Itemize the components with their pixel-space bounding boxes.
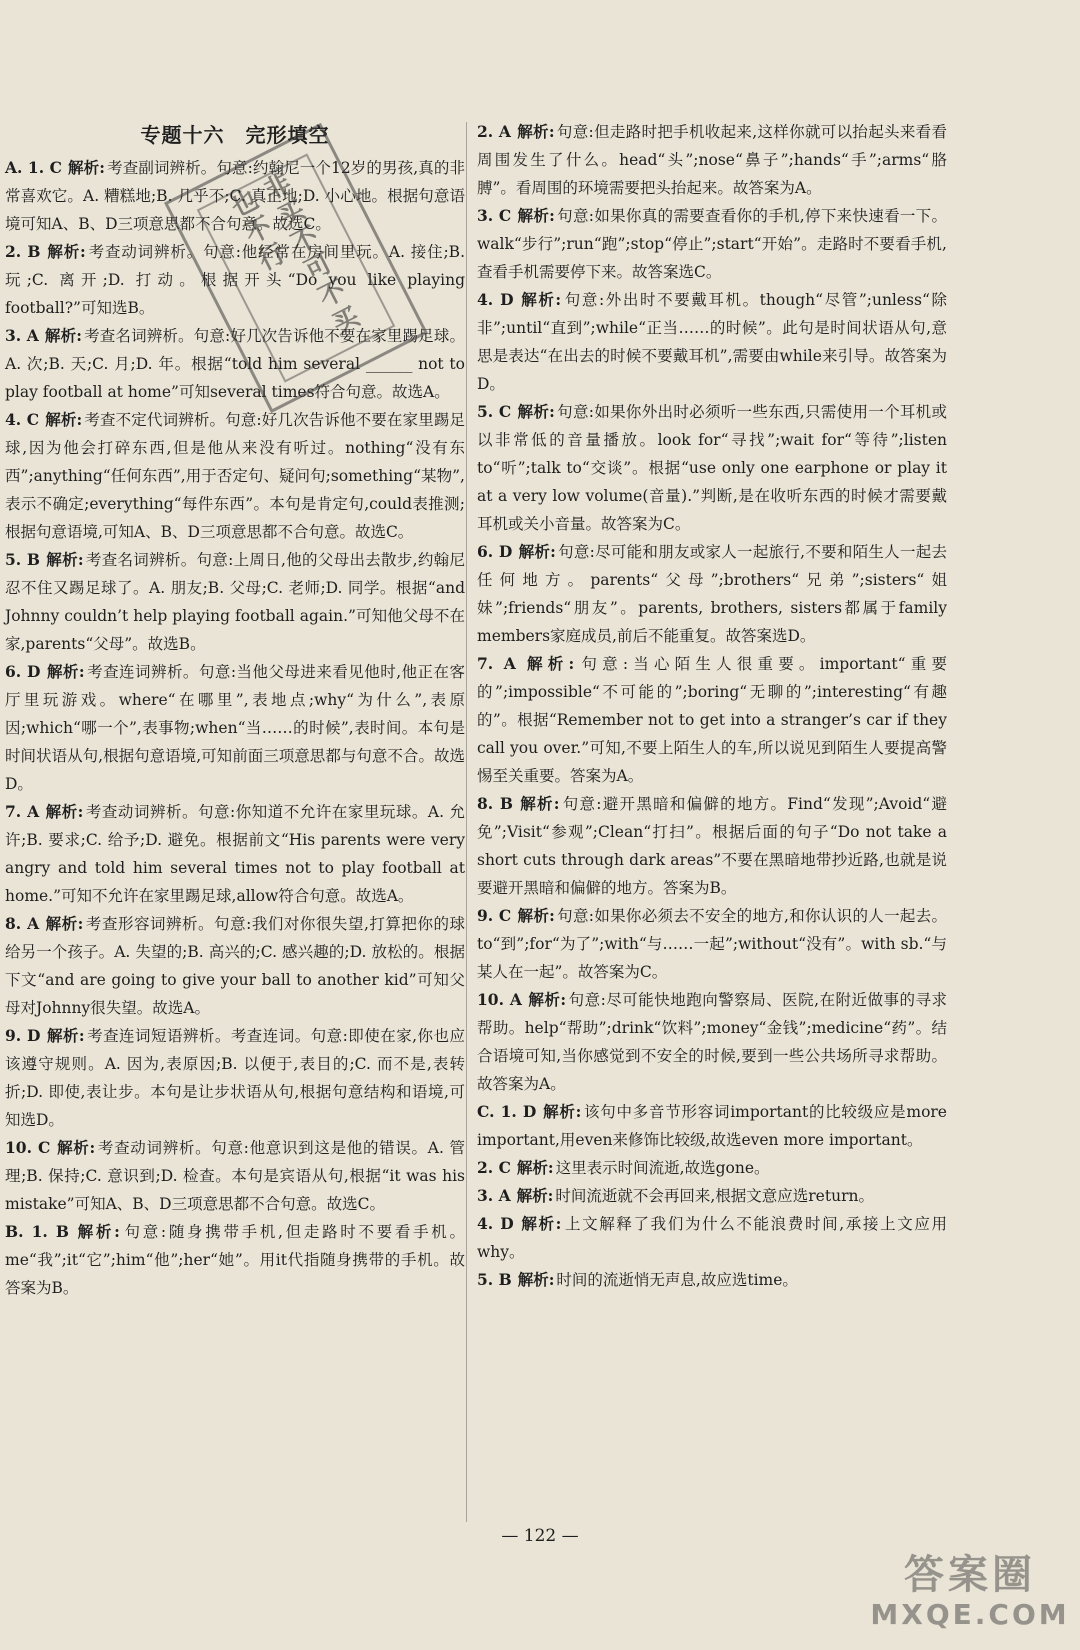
answer-number: 7. A — [5, 802, 40, 821]
analysis-label: 解析: — [45, 802, 84, 821]
answer-number: 3. A — [5, 326, 39, 345]
answer-item — [477, 1210, 947, 1266]
answer-number: A. 1. C — [5, 158, 62, 177]
answer-item — [477, 286, 947, 398]
site-watermark — [870, 1543, 1070, 1638]
answer-item — [477, 398, 947, 538]
answer-number: 5. B — [477, 1270, 512, 1289]
column-divider — [466, 122, 467, 1522]
answer-item — [477, 902, 947, 986]
analysis-label: 解析: — [517, 402, 555, 421]
answer-item — [477, 202, 947, 286]
analysis-label: 解析: — [45, 410, 83, 429]
analysis-text: 考查副词辨析。句意:约翰尼一个12岁的男孩,真的非常喜欢它。A. 糟糕地;B. 几乎不;C. 真正地;D. 小心地。根据句意语境可知A、B、D三项意思都不合句意。故选C。 — [5, 159, 466, 233]
analysis-text: 考查动词辨析。句意:他意识到这是他的错误。A. 管理;B. 保持;C. 意识到;D. 检查。本句是宾语从句,根据“it was his mistake”可知A、B、D三项意思都不合句意。故选C。 — [5, 1139, 465, 1213]
answer-number: 3. A — [477, 1186, 511, 1205]
analysis-label: 解析: — [46, 662, 85, 681]
analysis-text: 考查名词辨析。句意:好几次告诉他不要在家里踢足球。A. 次;B. 天;C. 月;D. 年。根据“told him several ______ not to play football at home”可知several times符合句意。故选A。 — [5, 327, 465, 401]
answer-number: 6. D — [477, 542, 513, 561]
analysis-label: 解析: — [45, 914, 84, 933]
answer-number: 5. C — [477, 402, 512, 421]
answer-item — [5, 798, 465, 910]
answer-item — [477, 1098, 947, 1154]
analysis-label: 解析: — [45, 550, 84, 569]
answer-number: 9. D — [5, 1026, 41, 1045]
analysis-text: 句意:如果你外出时必须听一些东西,只需使用一个耳机或以非常低的音量播放。look for“寻找”;wait for“等待”;listen to“听”;talk to“交谈”。根据“use only one earphone or play it at a very low volume(音量).”判断,是在收听东西的时候才需要戴耳机或关小音量。故答案为C。 — [477, 403, 947, 533]
analysis-text: 句意:外出时不要戴耳机。though“尽管”;unless“除非”;until“直到”;while“正当……的时候”。此句是时间状语从句,意思是表达“在出去的时候不要戴耳机”,需要由while来引导。故答案为D。 — [477, 291, 947, 393]
analysis-label: 解析: — [517, 1270, 555, 1289]
page-number: — 122 — — [501, 1526, 579, 1546]
answer-item — [477, 538, 947, 650]
analysis-text: 考查连词辨析。句意:当他父母进来看见他时,他正在客厅里玩游戏。where“在哪里”,表地点;why“为什么”,表原因;which“哪一个”,表事物;when“当……的时候”,表时间。本句是时间状语从句,根据句意语境,可知前面三项意思都与句意不合。故选D。 — [5, 663, 465, 793]
answer-item — [477, 650, 947, 790]
answer-number: B. 1. B — [5, 1222, 69, 1241]
answer-item — [5, 1134, 465, 1218]
answer-number: 3. C — [477, 206, 512, 225]
analysis-label: 解析: — [519, 1214, 562, 1233]
answer-number: 4. D — [477, 1214, 514, 1233]
answer-number: 8. B — [477, 794, 513, 813]
analysis-label: 解析: — [516, 1158, 554, 1177]
analysis-text: 时间的流逝悄无声息,故应选time。 — [556, 1271, 798, 1289]
analysis-label: 解析: — [517, 906, 555, 925]
analysis-label: 解析: — [516, 122, 555, 141]
analysis-label: 解析: — [527, 990, 567, 1009]
answer-number: 5. B — [5, 550, 40, 569]
watermark-logo-text: 答案圈 — [904, 1551, 1036, 1598]
analysis-text: 句意:随身携带手机,但走路时不要看手机。me“我”;it“它”;him“他”;her“她”。用it代指随身携带的手机。故答案为B。 — [5, 1223, 465, 1297]
answer-number: 2. A — [477, 122, 511, 141]
analysis-text: 考查不定代词辨析。句意:好几次告诉他不要在家里踢足球,因为他会打碎东西,但是他从来没有听过。nothing“没有东西”;anything“任何东西”,用于否定句、疑问句;something“某物”,表示不确定;everything“每件东西”。本句是肯定句,could表推测;根据句意语境,可知A、B、D三项意思都不合句意。故选C。 — [5, 411, 465, 541]
answer-item — [5, 1218, 465, 1302]
analysis-text: 这里表示时间流逝,故选gone。 — [555, 1159, 770, 1177]
answer-item — [477, 790, 947, 902]
answer-number: 10. C — [5, 1138, 51, 1157]
analysis-text: 上文解释了我们为什么不能浪费时间,承接上文应用why。 — [477, 1215, 947, 1261]
answer-number: 4. C — [5, 410, 40, 429]
answer-item — [5, 910, 465, 1022]
analysis-text: 该句中多音节形容词important的比较级应是more important,用even来修饰比较级,故选even more important。 — [477, 1103, 947, 1149]
analysis-label: 解析: — [56, 1138, 96, 1157]
analysis-label: 解析: — [521, 654, 575, 673]
watermark-domain: MXQE.COM — [870, 1597, 1070, 1631]
analysis-label: 解析: — [46, 1026, 85, 1045]
analysis-text: 考查动词辨析。句意:他经常在房间里玩。A. 接住;B. 玩;C. 离开;D. 打动。根据开头“Do you like playing football?”可知选B。 — [5, 243, 466, 317]
answer-item — [5, 1022, 465, 1134]
analysis-text: 考查名词辨析。句意:上周日,他的父母出去散步,约翰尼忍不住又踢足球了。A. 朋友;B. 父母;C. 老师;D. 同学。根据“and Johnny couldn’t help playing football again.”可知他父母不在家,parents“父母”。故选B。 — [5, 551, 465, 653]
analysis-text: 句意:当心陌生人很重要。important“重要的”;impossible“不可能的”;boring“无聊的”;interesting“有趣的”。根据“Remember not to get into a stranger’s car if they call you over.”可知,不要上陌生人的车,所以说见到陌生人要提高警惕至关重要。答案为A。 — [477, 655, 947, 785]
analysis-label: 解析: — [516, 1186, 554, 1205]
analysis-label: 解析: — [519, 290, 562, 309]
analysis-label: 解析: — [542, 1102, 582, 1121]
analysis-text: 句意:但走路时把手机收起来,这样你就可以抬起头来看看周围发生了什么。head“头”;nose“鼻子”;hands“手”;arms“胳膊”。看周围的环境需要把头抬起来。故答案为A。 — [477, 123, 947, 197]
answer-number: 6. D — [5, 662, 41, 681]
answer-item — [477, 1182, 947, 1210]
right-column — [477, 118, 947, 1294]
analysis-text: 时间流逝就不会再回来,根据文意应选return。 — [555, 1187, 874, 1205]
analysis-text: 句意:如果你真的需要查看你的手机,停下来快速看一下。walk“步行”;run“跑”;stop“停止”;start“开始”。走路时不要看手机,查看手机需要停下来。故答案选C。 — [477, 207, 947, 281]
analysis-label: 解析: — [517, 206, 555, 225]
analysis-label: 解析: — [74, 1222, 120, 1241]
answer-item — [5, 546, 465, 658]
answer-item — [5, 406, 465, 546]
analysis-label: 解析: — [46, 242, 86, 261]
analysis-label: 解析: — [44, 326, 82, 345]
stamp-text: 非买不可不买也不行 — [197, 153, 396, 382]
analysis-text: 句意:避开黑暗和偏僻的地方。Find“发现”;Avoid“避免”;Visit“参观”;Clean“打扫”。根据后面的句子“Do not take a short cuts through dark areas”不要在黑暗地带抄近路,也就是说要避开黑暗和偏僻的地方。答案为B。 — [477, 795, 947, 897]
answer-item — [5, 658, 465, 798]
answer-item — [477, 1266, 947, 1294]
answer-item — [477, 986, 947, 1098]
answer-number: 2. B — [5, 242, 41, 261]
analysis-text: 句意:如果你必须去不安全的地方,和你认识的人一起去。to“到”;for“为了”;with“与……一起”;without“没有”。with sb.“与某人在一起”。故答案为C。 — [477, 907, 947, 981]
answer-number: 8. A — [5, 914, 40, 933]
analysis-text: 考查形容词辨析。句意:我们对你很失望,打算把你的球给另一个孩子。A. 失望的;B. 高兴的;C. 感兴趣的;D. 放松的。根据下文“and are going to give your ball to another kid”可知父母对Johnny很失望。故选A。 — [5, 915, 465, 1017]
analysis-text: 句意:尽可能快地跑向警察局、医院,在附近做事的寻求帮助。help“帮助”;drink“饮料”;money“金钱”;medicine“药”。结合语境可知,当你感觉到不安全的时候,要到一些公共场所寻求帮助。故答案为A。 — [477, 991, 948, 1093]
answer-number: 7. A — [477, 654, 516, 673]
answer-number: 2. C — [477, 1158, 511, 1177]
answer-item — [477, 118, 947, 202]
analysis-label: 解析: — [518, 542, 556, 561]
answer-number: 10. A — [477, 990, 522, 1009]
analysis-text: 句意:尽可能和朋友或家人一起旅行,不要和陌生人一起去任何地方。parents“父母”;brothers“兄弟”;sisters“姐妹”;friends“朋友”。parents, brothers, sisters都属于family members家庭成员,前后不能重复。故答案选D。 — [477, 543, 947, 645]
analysis-label: 解析: — [518, 794, 560, 813]
analysis-label: 解析: — [67, 158, 106, 177]
answer-number: 4. D — [477, 290, 514, 309]
answer-number: C. 1. D — [477, 1102, 537, 1121]
analysis-text: 考查动词辨析。句意:你知道不允许在家里玩球。A. 允许;B. 要求;C. 给予;D. 避免。根据前文“His parents were very angry and told him several times not to play football at home.”可知不允许在家里踢足球,allow符合句意。故选A。 — [5, 803, 465, 905]
section-title: 专题十六 完形填空 — [140, 123, 330, 147]
answer-number: 9. C — [477, 906, 512, 925]
analysis-text: 考查连词短语辨析。考查连词。句意:即使在家,你也应该遵守规则。A. 因为,表原因;B. 以便于,表目的;C. 而不是,表转折;D. 即使,表让步。本句是让步状语从句,根据句意结构和语境,可知选D。 — [5, 1027, 465, 1129]
right-answer-list — [477, 118, 947, 1294]
answer-item — [477, 1154, 947, 1182]
